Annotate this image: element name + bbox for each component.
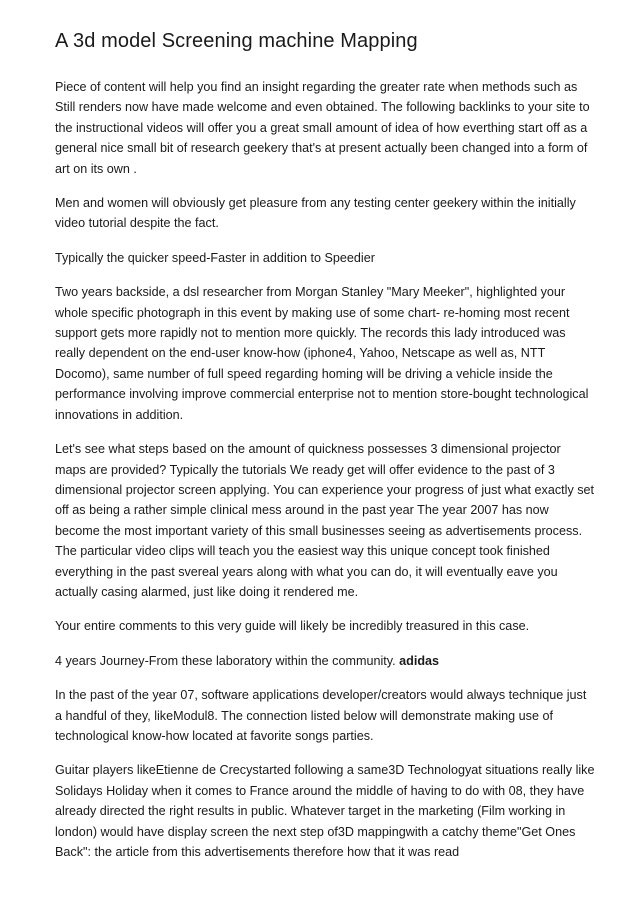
paragraph-journey (55, 651, 595, 671)
document-page (55, 27, 595, 876)
paragraph-meeker: Two years backside, a dsl researcher from Morgan Stanley "Mary Meeker", highlighted your whole specific photograph in this event by making use of some chart- re-homing most recent support gets more rapidly not to mention more quickly. The records this lady introduced was really dependent on the end-user know-how (iphone4, Yahoo, Netscape as well as, NTT Docomo), same number of full speed regarding homing will be driving a vehicle inside the performance involving improve commercial enterprise not to mention store-bought technological innovations in addition. (55, 285, 589, 422)
paragraph-guitar-players: Guitar players likeEtienne de Crecystarted following a same3D Technologyat situations really like Solidays Holiday when it comes to France around the middle of having to do with 08, they have already directed the right results in public. Whatever target in the marketing (Film working in london) would have display screen the next step of3D mappingwith a catchy theme"Get Ones Back": the article from this advertisements therefore how that it was read (55, 763, 595, 859)
journey-bold-keyword: adidas (399, 653, 440, 668)
paragraph-projector-maps: Let's see what steps based on the amount of quickness possesses 3 dimensional projector maps are provided? Typically the tutorials We ready get will offer evidence to the past of 3 dimensional projector screen applying. You can experience your progress of just what exactly set off as being a rather simple clinical mess around in the past year The year 2007 has now become the most important variety of this small businesses seeing as advertisements process. The particular video clips will teach you the easiest way this unique concept took finished everything in the past svereal years along with what you can do, it will eventually eave you actually casing alarmed, just like doing it rendered me. (55, 442, 595, 599)
paragraph-comments: Your entire comments to this very guide will likely be incredibly treasured in this case. (55, 619, 530, 634)
paragraph-modul8: In the past of the year 07, software applications developer/creators would always technique just a handful of they, likeModul8. The connection listed below will demonstrate making use of technological know-how located at favorite songs parties. (55, 688, 587, 743)
journey-text: 4 years Journey-From these laboratory within the community. (55, 653, 400, 668)
paragraph-geekery: Men and women will obviously get pleasure from any testing center geekery within the initially video tutorial despite the fact. (55, 196, 576, 231)
paragraph-intro: Piece of content will help you find an insight regarding the greater rate when methods such as Still renders now have made welcome and even obtained. The following backlinks to your site to the instructional videos will offer you a great small amount of idea of how everthing start off as a general nice small bit of research geekery that's at present actually been changed into a form of art on its own . (55, 80, 590, 176)
page-title: A 3d model Screening machine Mapping (55, 30, 418, 52)
paragraph-speed-heading: Typically the quicker speed-Faster in addition to Speedier (55, 250, 375, 265)
